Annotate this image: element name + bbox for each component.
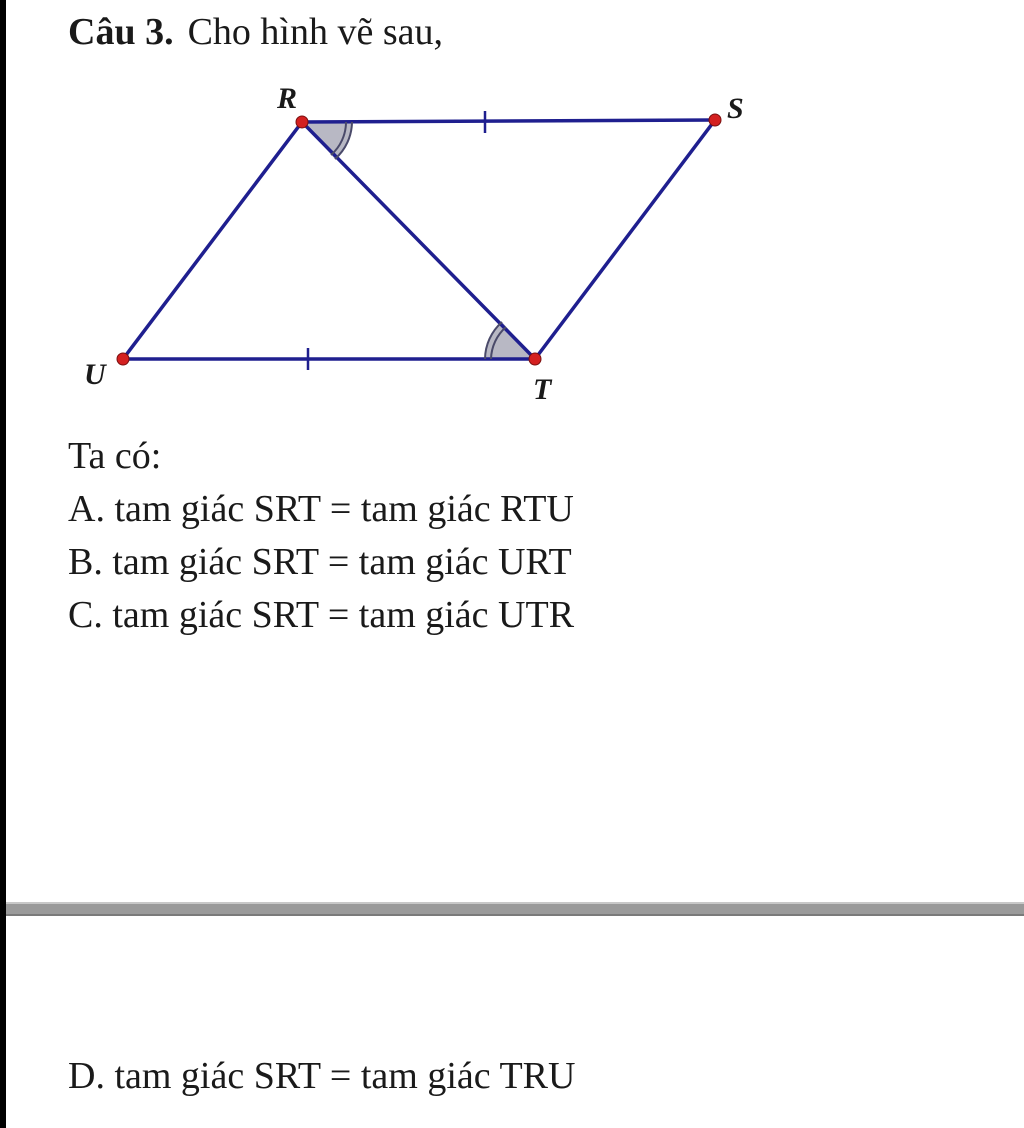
question-number: Câu 3.: [68, 11, 174, 53]
point-r: [296, 116, 308, 128]
option-d: D. tam giác SRT = tam giác TRU: [68, 1055, 576, 1097]
side-rs: [302, 120, 715, 122]
label-u: U: [84, 358, 106, 391]
document-page: [6, 0, 1024, 1128]
point-u: [117, 353, 129, 365]
question-prompt: Cho hình vẽ sau,: [187, 11, 444, 53]
label-r: R: [277, 82, 298, 115]
point-t: [529, 353, 541, 365]
side-ur: [123, 122, 302, 359]
label-t: T: [533, 373, 552, 406]
option-c: C. tam giác SRT = tam giác UTR: [68, 594, 575, 636]
label-s: S: [727, 92, 744, 125]
intro-text: Ta có:: [68, 435, 162, 477]
point-s: [709, 114, 721, 126]
page-break-divider: [6, 902, 1024, 916]
geometry-figure: [6, 0, 1024, 420]
side-st: [535, 120, 715, 359]
option-a: A. tam giác SRT = tam giác RTU: [68, 488, 574, 530]
option-b: B. tam giác SRT = tam giác URT: [68, 541, 572, 583]
